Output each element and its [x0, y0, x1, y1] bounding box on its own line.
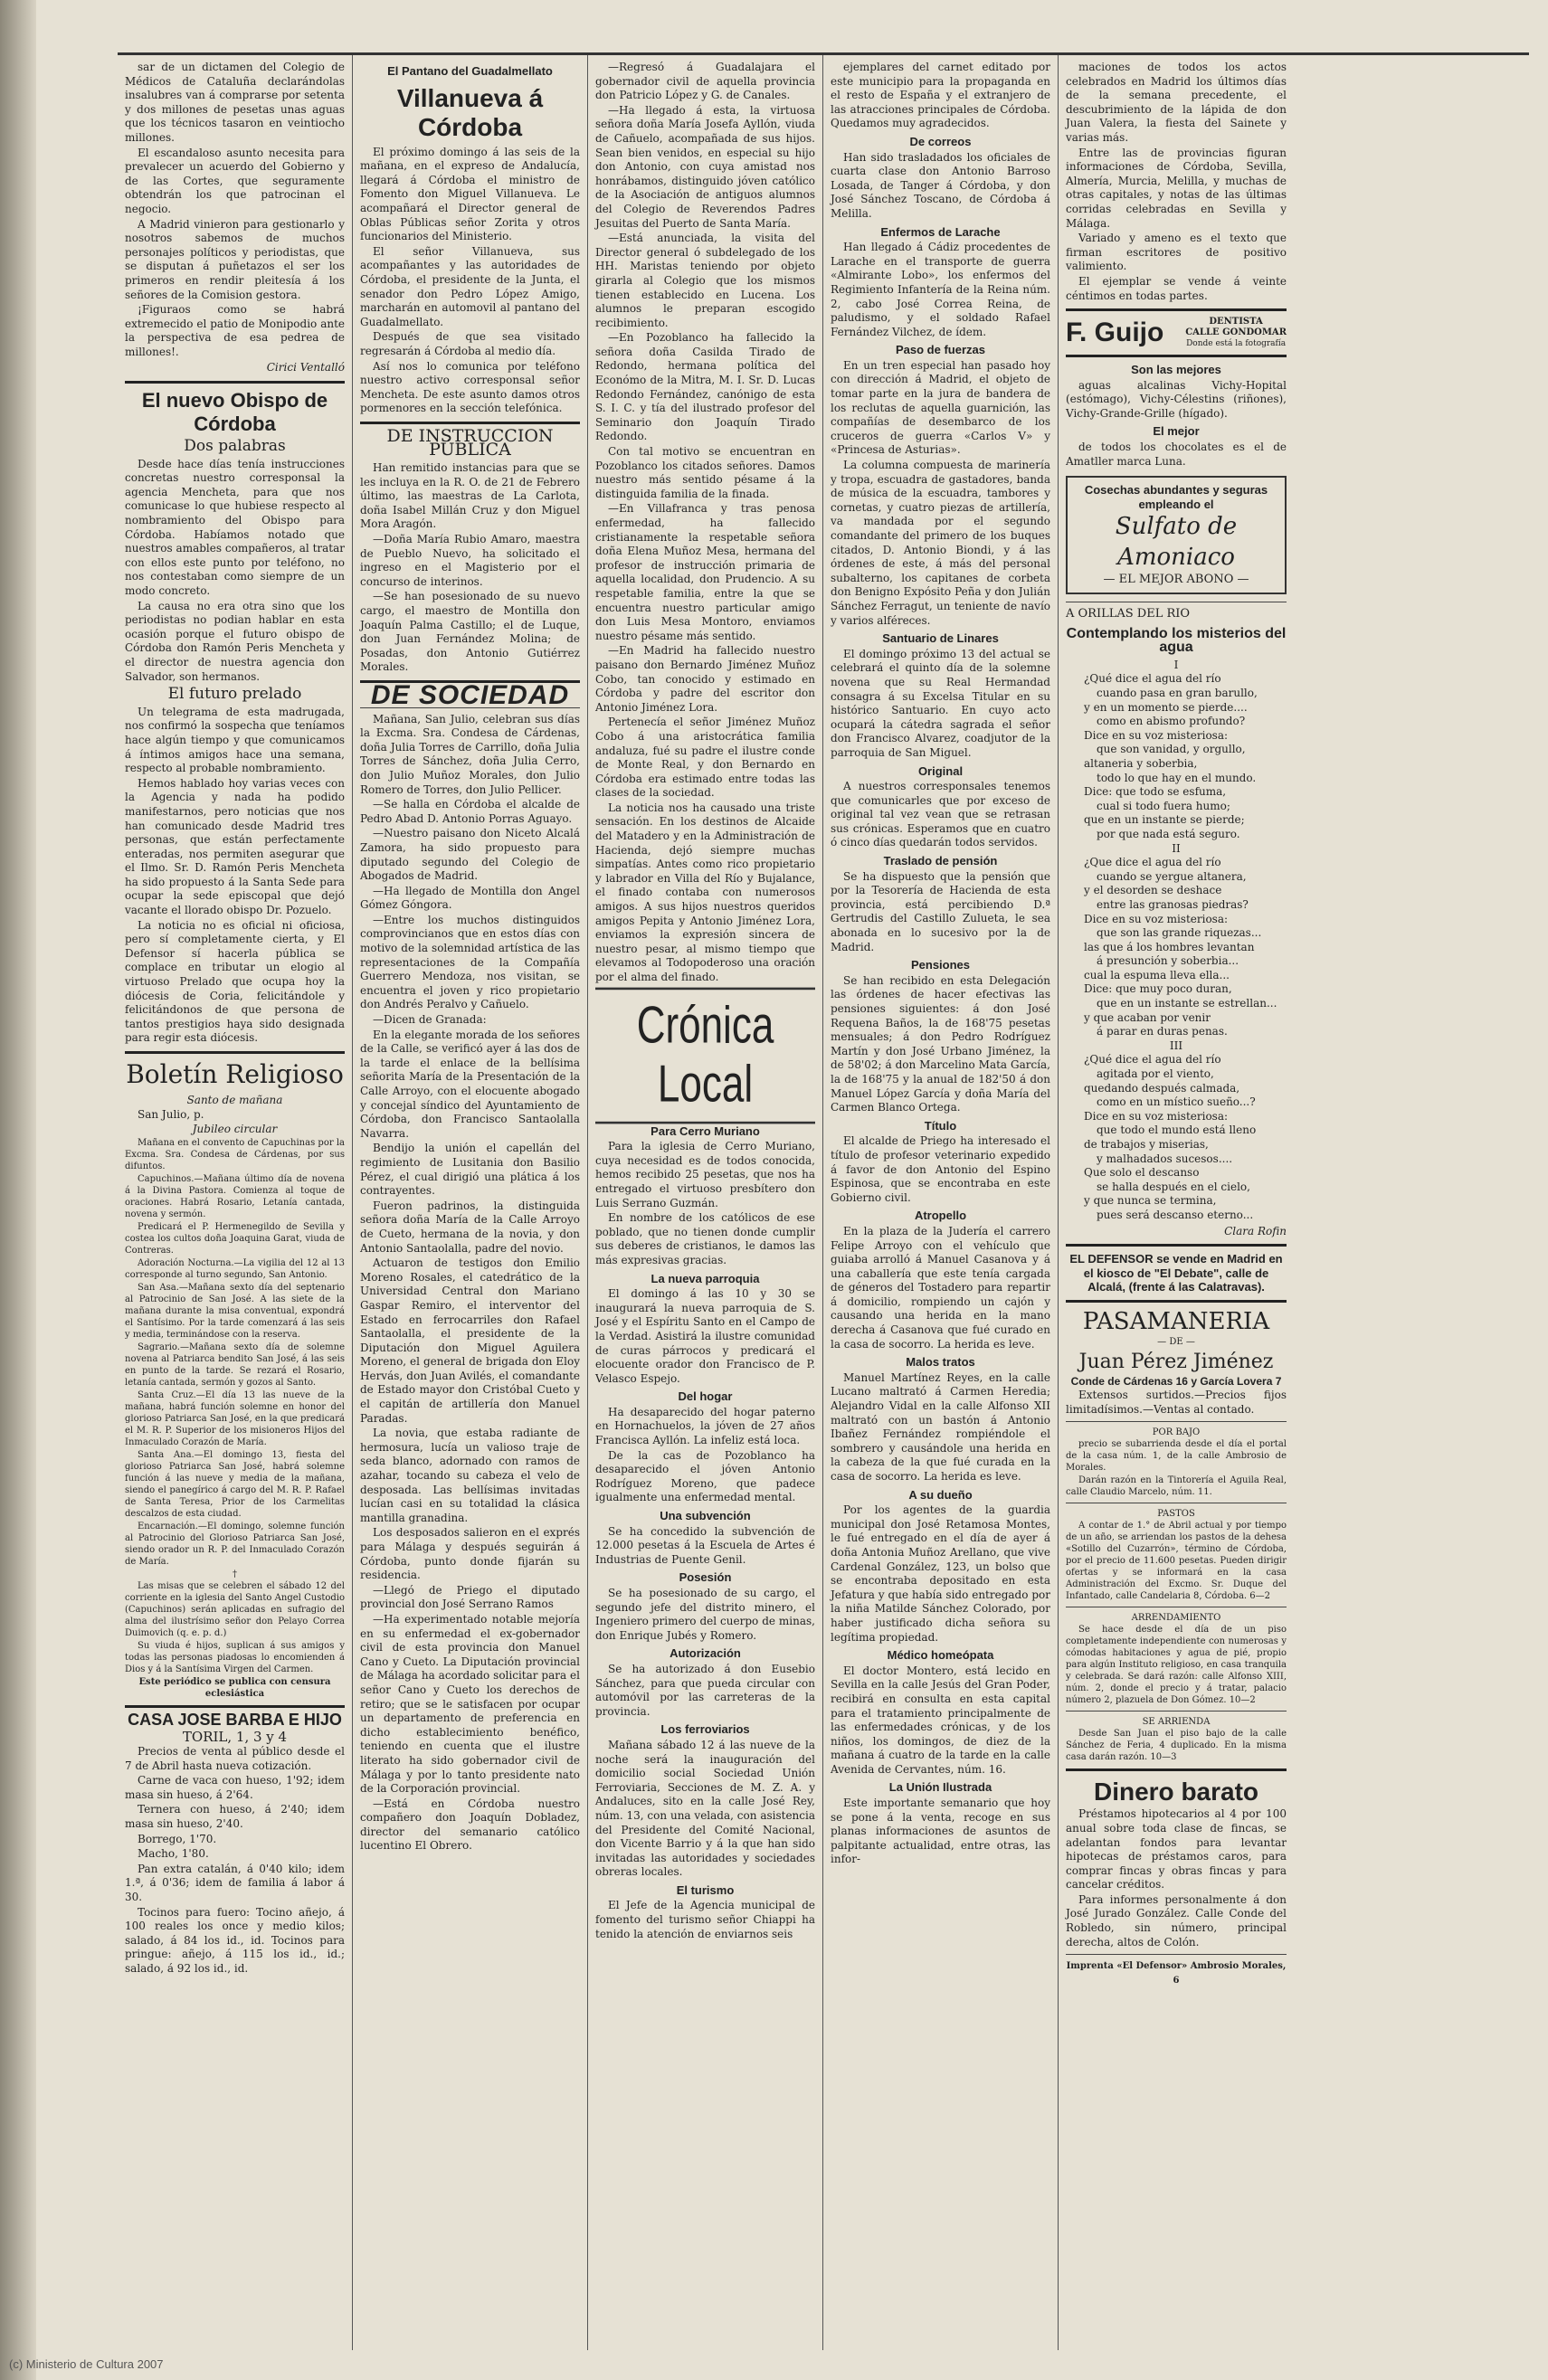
ad-guijo-note: Donde está la fotografía — [1186, 339, 1287, 349]
ad-guijo-role: DENTISTA — [1209, 317, 1263, 327]
subheadline: Santuario de Linares — [882, 631, 999, 646]
subheadline: Original — [917, 763, 964, 778]
poem-line: todo lo que hay en el mundo. — [1097, 771, 1257, 784]
subheadline: Son las mejores — [1131, 363, 1221, 377]
paragraph: En la plaza de la Judería el carrero Felipe Arroyo con el vehículo que guiaba arrolló á Manuel Casanova y á una caballería que este tenía cargada de géneros del Tostadero para repartir á domicilio, rompiendo un cajón y causando una herida en la mano derecha á Casanova que fué curado en la casa de socorro. La herida es leve. — [831, 1224, 1050, 1351]
poem-line: Dice en su voz misteriosa: — [1084, 1109, 1229, 1123]
paragraph: Bendijo la unión el capellán del regimiento de Lusitania don Basilio Pérez, el cual dirigió una plática á los contrayentes. — [360, 1142, 580, 1198]
divider — [1066, 1300, 1287, 1303]
subheadline: El futuro prelado — [167, 685, 302, 704]
paragraph: Capuchinos.—Mañana último día de novena á la Divina Pastora. Comienza al toque de oraciones. Habrá Rosario, Letanía cantada, novena y sermón. — [125, 1173, 345, 1219]
poem-line: pues será descanso eterno... — [1097, 1208, 1254, 1221]
paragraph: —Está anunciada, la visita del Director general ó subdelegado de los HH. Maristas teniendo por objeto girarla al Colegio que los mismos tienen establecido en Lucena. Los alumnos le preparan escogido recibimiento. — [595, 232, 815, 329]
imprenta-footer: Imprenta «El Defensor» Ambrosio Morales, 6 — [1066, 1961, 1287, 1986]
divider — [1066, 355, 1287, 357]
headline-boletin: Boletín Religioso — [126, 1059, 344, 1089]
ad-casa-barba-title: CASA JOSE BARBA E HIJO — [128, 1710, 342, 1729]
paragraph: El domingo á las 10 y 30 se inaugurará la nueva parroquia de S. José y el Espíritu Santo en el Campo de la Verdad. Asistirá la ilustre comunidad de curas párrocos y predicará el elocuente orador don Francisco de P. Velasco Espejo. — [595, 1287, 815, 1385]
paragraph: La columna compuesta de marinería y tropa, escuadra de gastadores, banda de música de la escuadra, tambores y cornetas, y cuatro piezas de artillería, va mandada por el segundo comandante del primero de los buques citados, D. Antonio Biondi, y á las órdenes de este, á más del personal subalterno, los capitanes de corbeta don Benigno Expósito Peña y don Julián Sánchez Ferragut, un teniente de navío y varios alféreces. — [831, 459, 1050, 627]
paragraph: Los desposados salieron en el exprés para Málaga y después seguirán á Córdoba, punto donde fijarán su residencia. — [360, 1526, 580, 1582]
subheadline: De correos — [909, 134, 972, 148]
divider — [1066, 1421, 1287, 1422]
paragraph: El doctor Montero, está lecido en Sevilla en la calle Jesús del Gran Poder, recibirá en consulta en esta capital para el tratamiento principalmente de las enfermedades crónicas, y de los niños, los domingos, de diez de la mañana á cuatro de la tarde en la calle Avenida de Cervantes, núm. 16. — [831, 1664, 1050, 1776]
section-title-cronica-local: Crónica Local — [595, 987, 815, 1124]
paragraph: El escandaloso asunto necesita para prevalecer un acuerdo del Gobierno y de las Cortes, que seguramente obtendrán los que patrocinan el negocio. — [125, 146, 345, 215]
paragraph: Se ha autorizado á don Eusebio Sánchez, para que pueda circular con automóvil por las carreteras de la provincia. — [595, 1662, 815, 1718]
paragraph: Desde hace días tenía instrucciones concretas nuestro corresponsal la agencia Mencheta, para que nos comunicase lo que hubiese respecto al nombramiento del Obispo para Córdoba. Habíamos notado que nuestros amables compañeros, al tratar con ellos este punto por teléfono, no nos contestaban como siempre de un modo concreto. — [125, 457, 345, 597]
paragraph: ¡Figuraos como se habrá extremecido el patio de Monipodio ante la perspectiva de esa pedrea de millones!. — [125, 303, 345, 358]
paragraph: Han remitido instancias para que se les incluya en la R. O. de 21 de Febrero último, las maestras de La Carlota, doña Isabel Millán Cruz y don Miguel Mora Aragón. — [360, 461, 580, 531]
divider — [1066, 1244, 1287, 1247]
paragraph: —Regresó á Guadalajara el gobernador civil de aquella provincia don Patricio López y G. de Canales. — [595, 61, 815, 102]
paragraph: A Madrid vinieron para gestionarlo y nosotros sabemos de muchos personajes políticos y periodistas, que se disputan á puñetazos el ser los primeros en rendir pleitesía á los señores de la Comision gestora. — [125, 217, 345, 301]
paragraph: Ternera con hueso, á 2'40; idem masa sin hueso, 2'40. — [125, 1803, 345, 1830]
poem-line: por que nada está seguro. — [1097, 827, 1240, 840]
subheadline: Malos tratos — [906, 1355, 975, 1370]
subheadline: Pensiones — [910, 958, 971, 972]
paragraph: Darán razón en la Tintorería el Aguila Real, calle Claudio Marcelo, núm. 11. — [1066, 1475, 1287, 1498]
subheadline: La Unión Ilustrada — [888, 1780, 992, 1795]
subheadline: Santo de mañana — [186, 1094, 283, 1106]
paragraph: El señor Villanueva, sus acompañantes y las autoridades de Córdoba, el presidente de la Junta, el senador don Pedro López Amigo, marcharán en automovil al pantano del Guadalmellato. — [360, 244, 580, 328]
subheadline: El mejor — [1153, 424, 1200, 439]
poem-line: se halla después en el cielo, — [1097, 1180, 1250, 1193]
poem-line: Dice en su voz misteriosa: — [1084, 912, 1229, 925]
paragraph: Para la iglesia de Cerro Muriano, cuya necesidad es de todos conocida, hemos recibido 25 pesetas, que nos ha entregado el virtuoso presbítero don Luis Serrano Guzmán. — [595, 1140, 815, 1209]
paragraph: precio se subarrienda desde el día el portal de la casa núm. 1, de la calle Ambrosio de Morales. — [1066, 1439, 1287, 1474]
paragraph: Extensos surtidos.—Precios fijos limitadísimos.—Ventas al contado. — [1066, 1389, 1287, 1416]
paragraph: De la cas de Pozoblanco ha desaparecido el jóven Antonio Rodríguez Moreno, que padece igualmente una enfermedad mental. — [595, 1448, 815, 1504]
ad-sulfato-name: Sulfato de Amoniaco — [1115, 513, 1238, 572]
paragraph: Con tal motivo se encuentran en Pozoblanco los citados señores. Damos nuestro más sentido pésame á la distinguida familia de la finada. — [595, 445, 815, 500]
paragraph: —Se han posesionado de su nuevo cargo, el maestro de Montilla don Joaquín Palma Castillo; el de Luque, don Juan Fernández Molina; de Posadas, don Antonio Gutiérrez Morales. — [360, 590, 580, 674]
paragraph: Su viuda é hijos, suplican á sus amigos y todas las personas piadosas lo encomienden á Dios y á la Santísima Virgen del Carmen. — [125, 1640, 345, 1674]
paragraph: El próximo domingo á las seis de la mañana, en el expreso de Andalucía, llegará á Córdoba el ministro de Fomento don Miguel Villanueva. Le acompañará el Director general de Oblas Públicas señor Zorita y otros funcionarios del Ministerio. — [360, 145, 580, 243]
poem-line: Dice en su voz misteriosa: — [1084, 728, 1229, 742]
poem-line: y que nunca se termina, — [1084, 1194, 1217, 1208]
ad-arrendamiento-title: ARRENDAMIENTO — [1131, 1613, 1221, 1624]
paragraph: —Llegó de Priego el diputado provincial don José Serrano Ramos — [360, 1583, 580, 1611]
paragraph: —En Madrid ha fallecido nuestro paisano don Bernardo Jiménez Muñoz Cobo, tan conocido y estimado en Córdoba y padre del escritor don Antonio Jiménez Lora. — [595, 644, 815, 714]
poem-line: las que á los hombres levantan — [1084, 940, 1255, 953]
page-fold-shadow — [0, 0, 36, 2380]
paragraph: El domingo próximo 13 del actual se celebrará el quinto día de la solemne novena que su Real Hermandad consagra á su Excelsa Titular en su histórico Santuario. En cuyo acto ocupará la cátedra sagrada el señor don Francisco Alvarez, coadjutor de la parroquia de San Miguel. — [831, 647, 1050, 759]
ad-pastos-title: PASTOS — [1157, 1509, 1195, 1520]
paragraph: Ha desaparecido del hogar paterno en Hornachuelos, la jóven de 27 años Francisca Ayllón. La infeliz está loca. — [595, 1405, 815, 1447]
poem-line: altaneria y soberbia, — [1084, 756, 1198, 770]
paragraph: —Se halla en Córdoba el alcalde de Pedro Abad D. Antonio Porras Aguayo. — [360, 798, 580, 825]
poem-line: cuando se yergue altanera, — [1097, 869, 1247, 883]
poem-line: ¿Qué dice el agua del río — [1084, 1053, 1221, 1067]
newspaper-page — [118, 52, 1529, 2350]
censura-note: Este periódico se publica con censura eclesiástica — [138, 1676, 331, 1699]
paragraph: San Asa.—Mañana sexto día del septenario al Patrocinio de San José. A las siete de la mañana durante la misa conventual, expondrá el Santísimo. Por la tarde comenzará á las seis y media, terminándose con la reserva. — [125, 1282, 345, 1340]
paragraph: ejemplares del carnet editado por este municipio para la propaganda en el resto de España y el extranjero de las atracciones principales de Córdoba. Quedamos muy agradecidos. — [831, 61, 1050, 130]
column-5 — [1059, 55, 1294, 2350]
divider — [125, 381, 345, 384]
divider — [125, 1051, 345, 1054]
poem-line: entre las granosas piedras? — [1097, 897, 1249, 911]
subheadline: Posesión — [679, 1570, 732, 1585]
ad-guijo-addr: CALLE GONDOMAR — [1185, 327, 1287, 338]
paragraph: —Doña María Rubio Amaro, maestra de Pueblo Nuevo, ha solicitado el ingreso en el Magisterio por el concurso de interinos. — [360, 533, 580, 588]
subheadline: A su dueño — [908, 1487, 973, 1502]
paragraph: Préstamos hipotecarios al 4 por 100 anual sobre toda clase de fincas, se adelantan fondos para levantar hipotecas de préstamos caros, para comprar fincas y obras fincas y para cancelar créditos. — [1066, 1807, 1287, 1892]
paragraph: aguas alcalinas Vichy-Hopital (estómago), Vichy-Célestins (riñones), Vichy-Grande-Grille (hígado). — [1066, 378, 1287, 420]
ad-pasamaneria-title: PASAMANERIA — [1082, 1307, 1270, 1335]
poem-line: ¿Que dice el agua del río — [1084, 856, 1221, 869]
poem-line: que todo el mundo está lleno — [1097, 1124, 1257, 1137]
paragraph: Fueron padrinos, la distinguida señora doña María de la Calle Arroyo de Cueto, hermana de la novia, y don Antonio Santaolalla, padre del novio. — [360, 1199, 580, 1255]
poem-line: Dice: que muy poco duran, — [1084, 982, 1232, 996]
paragraph: San Julio, p. — [138, 1107, 204, 1121]
ad-pasamaneria-name: Juan Pérez Jiménez — [1078, 1350, 1274, 1373]
paragraph: Mañana, San Julio, celebran sus días la Excma. Sra. Condesa de Cárdenas, doña Julia Torres de Carrillo, doña Julia Torres de Sánchez, doña Julia Cerro, don Julio Muñoz Morales, don Julio Romero de Torres, don Julio Pellicer. — [360, 712, 580, 796]
paragraph: Pan extra catalán, á 0'40 kilo; idem 1.ª, á 0'36; idem de familia á labor á 30. — [125, 1862, 345, 1903]
column-1 — [118, 55, 353, 2350]
paragraph: sar de un dictamen del Colegio de Médicos de Cataluña declarándolas insalubres van á comprarse por setenta y dos millones de pesetas unas aguas que los técnicos tasaron en veintiocho millones. — [125, 61, 345, 144]
poem-line: como en abismo profundo? — [1097, 715, 1246, 728]
ad-casa-barba-address: TORIL, 1, 3 y 4 — [182, 1729, 288, 1746]
kicker: El Pantano del Guadalmellato — [387, 64, 553, 78]
poem-line: y malhadados sucesos.... — [1097, 1152, 1233, 1165]
poem-line: agitada por el viento, — [1097, 1067, 1214, 1081]
poem-line: cual si todo fuera humo; — [1097, 799, 1230, 812]
paragraph: Se ha dispuesto que la pensión que por la Tesorería de Hacienda de esta provincia, está percibiendo D.ª Gertrudis del Castillo Zulueta, le sea abonada en lo sucesivo por la de Madrid. — [831, 869, 1050, 953]
divider — [1066, 1768, 1287, 1771]
paragraph: Precios de venta al público desde el 7 de Abril hasta nueva cotización. — [125, 1744, 345, 1772]
paragraph: Así nos lo comunica por teléfono nuestro activo corresponsal señor Mencheta. De este asunto damos otros pormenores en la sección telefónica. — [360, 359, 580, 415]
subheadline: La nueva parroquia — [651, 1271, 760, 1285]
paragraph: Manuel Martínez Reyes, en la calle Lucano maltrató á Carmen Heredia; Alejandro Vidal en la calle Alfonso XII maltrató con un bastón á Antonio Ibañez Fernández rompiéndole el sombrero y causándole una herida en la cabeza de la que fué curada en la casa de socorro. La herida es leve. — [831, 1370, 1050, 1483]
paragraph: En un tren especial han pasado hoy con dirección á Madrid, el objeto de tomar parte en la jura de bandera de los reclutas de aquella guarnición, las compañías de desembarco de los cruceros de guerra «Carlos V» y «Princesa de Asturias». — [831, 358, 1050, 457]
paragraph: La novia, que estaba radiante de hermosura, lucía un valioso traje de seda blanco, adornado con ramos de azahar, tocando su cabeza el velo de desposada. Las bellísimas invitadas lucían casi en su totalidad la clásica mantilla granadina. — [360, 1427, 580, 1524]
poem-line: que son las grande riquezas... — [1097, 926, 1262, 940]
subheadline: Los ferroviarios — [660, 1722, 750, 1737]
divider — [1066, 1711, 1287, 1712]
poem-line: y que acaban por venir — [1084, 1010, 1211, 1024]
headline-instruccion: DE INSTRUCCION PÚBLICA — [386, 425, 554, 460]
subheadline: Paso de fuerzas — [896, 343, 985, 357]
column-3 — [588, 55, 823, 2350]
paragraph: Santa Cruz.—El día 13 las nueve de la mañana, habrá función solemne en honor del glorioso Patriarca San José, en la que predicará el M. R. P. Superior de los misioneros Hijos del Inmaculado Corazón de María. — [125, 1389, 345, 1447]
paragraph: —Dicen de Granada: — [373, 1013, 487, 1027]
paragraph: Pertenecía el señor Jiménez Muñoz Cobo á una aristocrática familia andaluza, fué su padre el ilustre conde de Monte Real, y don Bernardo en Córdoba era estimado entre todas las clases de la sociedad. — [595, 716, 815, 800]
poem-line: Que solo el descanso — [1084, 1166, 1200, 1180]
ad-guijo-name: F. Guijo — [1066, 318, 1164, 348]
paragraph: Las misas que se celebren el sábado 12 del corriente en la iglesia del Santo Angel Custodio (Capuchinos) serán aplicadas en sufragio del alma del ilustrísimo señor don Pelayo Correa Duimovich (q. e. p. d.) — [125, 1580, 345, 1638]
defensor-notice: EL DEFENSOR se vende en Madrid en el kiosco de "El Debate", calle de Alcalá, (frente á las Calatravas). — [1069, 1252, 1283, 1294]
paragraph: Encarnación.—El domingo, solemne función al Patrocinio del Glorioso Patriarca San José, siendo orador un R. P. del Inmaculado Corazón de María. — [125, 1521, 345, 1567]
paragraph: de todos los chocolates es el de Amatller marca Luna. — [1066, 441, 1287, 468]
paragraph: maciones de todos los actos celebrados en Madrid los últimos días de la semana precedente, el descubrimiento de la lápida de don Juan Valera, la fiesta del Sainete y varias más. — [1066, 61, 1287, 144]
paragraph: Predicará el P. Hermenegildo de Sevilla y costea los cultos doña Joaquina Garat, viuda de Contreras. — [125, 1221, 345, 1256]
paragraph: Mañana en el convento de Capuchinas por la Excma. Sra. Condesa de Cárdenas, por sus difuntos. — [125, 1137, 345, 1171]
ad-sulfato-top: Cosechas abundantes y seguras empleando el — [1084, 483, 1268, 511]
poem — [1066, 659, 1287, 1223]
poem-line: que en un instante se pierde; — [1084, 813, 1245, 827]
ad-sulfato — [1066, 476, 1287, 594]
section-orillas: A ORILLAS DEL RIO — [1066, 607, 1191, 621]
subheadline: Médico homeópata — [887, 1648, 994, 1663]
poem-line: que en un instante se estrellan... — [1097, 997, 1277, 1010]
headline-obispo: El nuevo Obispo de Córdoba — [141, 389, 328, 436]
poem-signature: Clara Rofin — [1224, 1224, 1287, 1237]
paragraph: Después de que sea visitado regresarán á Córdoba al medio día. — [360, 330, 580, 357]
subheadline: Autorización — [670, 1646, 741, 1661]
subheadline: Traslado de pensión — [883, 854, 998, 868]
paragraph: La causa no era otra sino que los periodistas no podian hablar en esta ocasión porque el futuro obispo de Córdoba don Ramón Peris Mencheta y el director de nuestra agencia don Salvador, son hermanos. — [125, 599, 345, 683]
paragraph: —Ha experimentado notable mejoría en su enfermedad el ex-gobernador civil de esta provincia don Manuel Cano y Cueto. La Diputación provincial de Málaga ha acordado solicitar para el señor Cano y Cueto los derechos de retiro; que se le satisfacen por ocupar un departamento de preferencia en dicho establecimiento benéfico, teniendo en cuenta que el ilustre literato ha sido gobernador civil de Málaga y por lo tanto presidente nato de la Corporación provincial. — [360, 1612, 580, 1796]
paragraph: —Ha llegado de Montilla don Angel Gómez Góngora. — [360, 884, 580, 912]
paragraph: Desde San Juan el piso bajo de la calle Sánchez de Feria, 4 duplicado. En la misma casa darán razón. 10—3 — [1066, 1729, 1287, 1763]
column-2 — [353, 55, 588, 2350]
paragraph: Para informes personalmente á don José Jurado González. Calle Conde del Robledo, sin número, principal derecha, altos de Colón. — [1066, 1892, 1287, 1949]
paragraph: Variado y ameno es el texto que firman escritores de positivo valimiento. — [1066, 232, 1287, 273]
paragraph: Por los agentes de la guardia municipal don José Retamosa Montes, le fué entregado en el día de ayer á doña Antonia Muñoz Arellano, que vive Cardenal González, 123, un bolso que se encontraba depositado en esta Jefatura y que había sido entregado por la niña Matilde Sánchez Colorado, por haber justificado dicha señora su legítima propiedad. — [831, 1503, 1050, 1644]
poem-line: Dice: que todo se esfuma, — [1084, 785, 1227, 799]
headline-sociedad: DE SOCIEDAD — [370, 679, 570, 710]
paragraph: En nombre de los católicos de ese poblado, que no tienen donde cumplir sus deberes de cristianos, le damos las más expresivas gracias. — [595, 1211, 815, 1266]
paragraph: A contar de 1.° de Abril actual y por tiempo de un año, se arriendan los pastos de la dehesa «Sotillo del Cuzarrón», término de Córdoba, por el precio de 11.600 pesetas. Pueden dirigir ofertas y se informará en la casa Administración del Excmo. Sr. Duque del Infantado, calle Candelaria 8, Córdoba. 6—2 — [1066, 1521, 1287, 1602]
subheadline: Para Cerro Muriano — [651, 1124, 760, 1138]
poem-line: á presunción y soberbia... — [1097, 954, 1239, 968]
subheadline: Del hogar — [678, 1389, 733, 1404]
poem-line: y en un momento se pierde.... — [1084, 700, 1248, 714]
paragraph: Entre las de provincias figuran informaciones de Córdoba, Sevilla, Almería, Murcia, Melilla, y muchas de otras capitales, y notas de las últimas corridas celebradas en Sevilla y Málaga. — [1066, 146, 1287, 230]
paragraph: Han sido trasladados los oficiales de cuarta clase don Antonio Barroso Losada, de Tanger á Córdoba, y don José Sánchez Toscano, de Córdoba á Melilla. — [831, 150, 1050, 220]
watermark: (c) Ministerio de Cultura 2007 — [9, 2357, 164, 2371]
paragraph: En la elegante morada de los señores de la Calle, se verificó ayer á las dos de la tarde el enlace de la bellísima señorita María de la Presentación de la Calle Arroyo, con el elocuente abogado y concejal síndico del Ayuntamiento de Córdoba, don Francisco Santaolalla Navarra. — [360, 1028, 580, 1140]
divider — [1066, 1954, 1287, 1955]
subheadline: Dos palabras — [184, 437, 286, 456]
subheadline: Una subvención — [660, 1509, 751, 1523]
poem-line: II — [1172, 841, 1181, 855]
paragraph: —En Pozoblanco ha fallecido la señora doña Casilda Tirado de Redondo, hermana política del Económo de la Mitra, M. I. Sr. D. Lucas Redondo Fernández, canónigo de esta S. I. C. y tía del ilustrado profesor del Seminario don Joaquín Tirado Redondo. — [595, 331, 815, 443]
paragraph: —Está en Córdoba nuestro compañero don Joaquín Dobladez, director del semanario católico lucentino El Obrero. — [360, 1797, 580, 1853]
paragraph: Este importante semanario que hoy se pone á la venta, recoge en sus planas informaciones de asuntos de palpitante actualidad, entre otras, las infor- — [831, 1797, 1050, 1866]
ad-guijo — [1066, 317, 1287, 349]
paragraph: —Entre los muchos distinguidos comprovincianos que en estos días con motivo de la solemnidad artística de las representaciones de la Compañía Guerrero Mendoza, nos visitan, se encuentra el joven y rico propietario don Andrés Peralvo y Cañuelo. — [360, 913, 580, 1011]
paragraph: El alcalde de Priego ha interesado el título de profesor veterinario expedido á favor de don Antonio del Espino Espinosa, que se encontraba en este Gobierno civil. — [831, 1134, 1050, 1204]
paragraph: Adoración Nocturna.—La vigilia del 12 al 13 corresponde al turno segundo, San Antonio. — [125, 1257, 345, 1280]
poem-line: como en un místico sueño...? — [1097, 1095, 1256, 1109]
poem-line: cuando pasa en gran barullo, — [1097, 687, 1258, 699]
poem-line: ¿Qué dice el agua del río — [1084, 672, 1221, 686]
paragraph: Se han recibido en esta Delegación las órdenes de hacer efectivas las pensiones siguientes: á don José Requena Baños, la de 168'75 pesetas mensuales; á don Pedro Rodríguez Martín y don José Urbano Jiménez, la de 58'02; á don Marcelino Mata García, la de 168'75 y la anual de 182'50 á don Manuel López García y doña María del Carmen Blanco Ortega. — [831, 973, 1050, 1114]
cross-icon: † — [233, 1569, 237, 1579]
paragraph: Un telegrama de esta madrugada, nos confirmó la sospecha que teníamos hace algún tiempo y que comunicamos á íntimos amigos hace una semana, respecto al probable nombramiento. — [125, 705, 345, 775]
poem-line: de trabajos y miserias, — [1084, 1138, 1209, 1151]
subheadline: Atropello — [914, 1209, 967, 1223]
paragraph: A nuestros corresponsales tenemos que comunicarles que por exceso de original tal vez vean que se retrasan sus crónicas. Esperamos que en cuatro ó cinco días quedarán todos servidos. — [831, 780, 1050, 849]
paragraph: La noticia no es oficial ni oficiosa, pero sí completamente cierta, y El Defensor sí hacerla pública se complace en tributar un elogio al virtuoso Prelado que ocupa hoy la diócesis de Coria, felicitándole y felicitándonos de que persona de tantos prestigios haya sido designada para regir esta diócesis. — [125, 918, 345, 1045]
divider — [125, 1705, 345, 1708]
paragraph: Sagrario.—Mañana sexto día de solemne novena al Patriarca bendito San José, á las seis en punto de la tarde. Se rezará el Rosario, letanía cantada, sermón y gozos al Santo. — [125, 1342, 345, 1388]
subheadline: Jubileo circular — [192, 1123, 278, 1136]
paragraph: Tocinos para fuero: Tocino añejo, á 100 reales los once y medio kilos; salado, á 84 los id., id. Tocinos para pringue: añejo, á 115 los id., id.; salado, á 92 los id., id. — [125, 1905, 345, 1975]
ad-pasamaneria-de: — DE — — [1157, 1336, 1195, 1347]
ad-sulfato-sub: — EL MEJOR ABONO — — [1103, 573, 1249, 587]
ad-bajo-title: POR BAJO — [1152, 1427, 1201, 1438]
poem-line: I — [1173, 658, 1179, 671]
paragraph: —En Villafranca y tras penosa enfermedad, ha fallecido cristianamente la respetable señora doña Elena Muñoz Mesa, hermana del profesor de instrucción primaria de aquella localidad, don Prudencio. A su respetable familia, entre la que se encuentra nuestro particular amigo don Luis Mesa Montoro, enviamos nuestro pésame más sentido. — [595, 502, 815, 642]
paragraph: Se ha concedido la subvención de 12.000 pesetas á la Escuela de Artes é Industrias de Puente Genil. — [595, 1524, 815, 1566]
paragraph: —Nuestro paisano don Niceto Alcalá Zamora, ha sido propuesto para diputado segundo del Colegio de Abogados de Madrid. — [360, 827, 580, 883]
poem-line: cual la espuma lleva ella... — [1084, 968, 1230, 981]
poem-line: á parar en duras penas. — [1097, 1025, 1228, 1038]
poem-line: que son vanidad, y orgullo, — [1097, 743, 1246, 756]
paragraph: El ejemplar se vende á veinte céntimos en todas partes. — [1066, 274, 1287, 302]
paragraph: —Ha llegado á esta, la virtuosa señora doña María Josefa Ayllón, viuda de Cañuelo, acompañada de sus hijos. Sean bien venidos, en especial su hijo don Antonio, con cuya amistad nos honrábamos, distinguido jóven católico de la Asociación de antiguos alumnos del Colegio de Reverendos Padres Jesuitas del Puerto de Santa María. — [595, 103, 815, 230]
divider — [360, 422, 580, 424]
paragraph: El Jefe de la Agencia municipal de fomento del turismo señor Chiappi ha tenido la atención de enviarnos seis — [595, 1899, 815, 1940]
paragraph: Carne de vaca con hueso, 1'92; idem masa sin hueso, á 2'64. — [125, 1774, 345, 1801]
poem-line: quedando después calmada, — [1084, 1081, 1240, 1095]
subheadline: El turismo — [676, 1882, 735, 1897]
subheadline: Enfermos de Larache — [880, 224, 1001, 239]
paragraph: Se hace desde el día de un piso completamente independiente con numerosas y cómodas habitaciones y agua de pié, propio para algún Instituto religioso, en casa tranquila y celebrada. Se dará razón: calle Alfonso XIII, núm. 2, donde el precio y á tratar, palacio número 2, plazuela de Don Gómez. 10—2 — [1066, 1625, 1287, 1706]
poem-line: III — [1169, 1038, 1183, 1052]
divider — [1066, 308, 1287, 311]
paragraph: Borrego, 1'70. — [138, 1832, 217, 1845]
ad-arrienda-title: SE ARRIENDA — [1142, 1717, 1211, 1728]
poem-line: y el desorden se deshace — [1084, 884, 1222, 897]
ad-dinero-title: Dinero barato — [1093, 1778, 1259, 1806]
paragraph: Macho, 1'80. — [138, 1847, 209, 1861]
column-4 — [823, 55, 1059, 2350]
poem-title: Contemplando los misterios del agua — [1066, 625, 1287, 656]
paragraph: Se ha posesionado de su cargo, el segundo jefe del distrito minero, el Ingeniero primero del cuerpo de minas, don Enrique Jubés y Romero. — [595, 1587, 815, 1642]
paragraph: Santa Ana.—El domingo 13, fiesta del glorioso Patriarca San José, habrá solemne función á las nueve y media de la mañana, siendo el panegírico á cargo del M. R. P. Rafael de Santa Teresa, Prior de los Carmelitas descalzos de esta ciudad. — [125, 1449, 345, 1519]
headline-villanueva: Villanueva á Córdoba — [396, 83, 544, 141]
paragraph: La noticia nos ha causado una triste sensación. En los destinos de Alcaide del Matadero y en la Administración de Hacienda, dejó siempre muchas simpatías. Antes como rico propietario y labrador en Villa del Río y Bujalance, el finado contaba con numerosos amigos. A sus hijos nuestros queridos amigos Pepita y Antonio Jiménez Lora, enviamos la expresión sincera de nuestro pesar, al mismo tiempo que elevamos al Todopoderoso una oración por el alma del finado. — [595, 801, 815, 983]
paragraph: Actuaron de testigos don Emilio Moreno Rosales, el catedrático de la Universidad Central don Mariano Gaspar Remiro, el interventor del Estado en ferrocarriles don Rafael Santaolalla, el presidente de la Diputación don Miguel Aguilera Moreno, el general de brigada don Eloy Hervás, don Juan Avilés, el comandante de Estado mayor don Cristóbal Cueto y el capitán de artillería don Manuel Paradas. — [360, 1256, 580, 1425]
ad-pasamaneria-address: Conde de Cárdenas 16 y García Lovera 7 — [1070, 1374, 1282, 1388]
paragraph: Mañana sábado 12 á las nueve de la noche será la inauguración del domicilio social Sociedad Unión Ferroviaria, Secciones de M. Z. A. y Andaluces, sito en la calle José Rey, núm. 13, con una velada, con asistencia del Presidente del Comité Nacional, don Vicente Barrio y á la que han sido invitadas las autoridades y sociedades obreras locales. — [595, 1738, 815, 1879]
subheadline: Título — [924, 1118, 957, 1133]
paragraph: Hemos hablado hoy varias veces con la Agencia y nada ha podido manifestarnos, pero noticias que nos han comunicado desde Madrid tres personas, que están perfectamente enteradas, nos permiten asegurar que el Ilmo. Sr. D. Ramón Peris Mencheta ha sido propuesto á la Santa Sede para ocupar la sede episcopal que dejó vacante el llorado obispo Dr. Pozuelo. — [125, 776, 345, 917]
signature: Cirici Ventalló — [266, 361, 345, 375]
paragraph: Han llegado á Cádiz procedentes de Larache en el transporte de guerra «Almirante Lobo», los enfermos del Regimiento Infantería de la Reina núm. 2, cabo José Correa Reina, de paludismo, y el soldado Rafael Fernández Vilchez, de ídem. — [831, 241, 1050, 338]
